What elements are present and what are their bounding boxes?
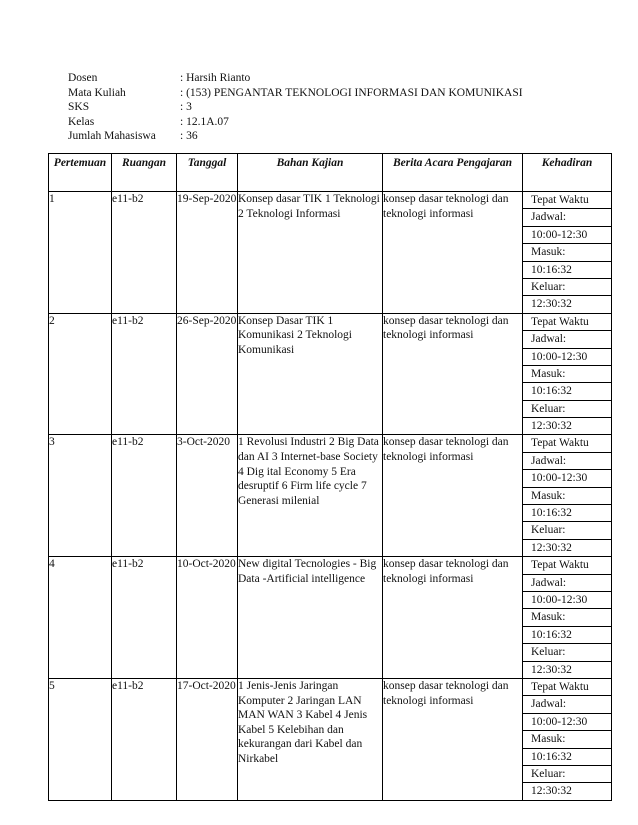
attendance-line: Keluar: (523, 279, 611, 296)
column-header: Tanggal (177, 154, 238, 192)
attendance-line: Masuk: (523, 366, 611, 383)
study-material-cell: New digital Tecnologies - Big Data -Artificial intelligence (238, 557, 383, 679)
attendance-line: 10:00-12:30 (523, 227, 611, 244)
attendance-line: 10:00-12:30 (523, 714, 611, 731)
table-header-row (49, 154, 612, 192)
info-row-kelas (68, 115, 523, 130)
study-material-cell: Konsep Dasar TIK 1 Komunikasi 2 Teknologi Komunikasi (238, 313, 383, 435)
attendance-line: Keluar: (523, 522, 611, 539)
attendance-cell (523, 557, 612, 679)
attendance-cell (523, 192, 612, 314)
info-row-sks (68, 100, 523, 115)
date-cell: 19-Sep-2020 (177, 192, 238, 314)
meeting-number-cell: 1 (49, 192, 112, 314)
attendance-line: Masuk: (523, 244, 611, 261)
info-label: SKS (68, 101, 90, 114)
date-cell: 17-Oct-2020 (177, 678, 238, 800)
room-cell: e11-b2 (112, 678, 177, 800)
attendance-line: Masuk: (523, 731, 611, 748)
teaching-report-cell: konsep dasar teknologi dan teknologi informasi (383, 192, 523, 314)
meeting-number-cell: 4 (49, 557, 112, 679)
attendance-line: Jadwal: (523, 453, 611, 470)
attendance-line: 10:16:32 (523, 262, 611, 279)
meeting-number-cell: 2 (49, 313, 112, 435)
table-row (49, 313, 612, 435)
info-label: Dosen (68, 72, 98, 84)
date-cell: 3-Oct-2020 (177, 435, 238, 557)
info-label: Kelas (68, 115, 95, 128)
attendance-cell (523, 313, 612, 435)
attendance-line: Keluar: (523, 401, 611, 418)
attendance-line: Tepat Waktu (523, 557, 611, 574)
table-row (49, 192, 612, 314)
attendance-line: Tepat Waktu (523, 314, 611, 331)
column-header: Kehadiran (523, 154, 612, 192)
attendance-line: Jadwal: (523, 575, 611, 592)
column-header: Ruangan (112, 154, 177, 192)
date-cell: 26-Sep-2020 (177, 313, 238, 435)
info-value: : 36 (180, 130, 198, 143)
attendance-line: 10:16:32 (523, 505, 611, 522)
attendance-line: Jadwal: (523, 331, 611, 348)
info-row-dosen (68, 71, 523, 86)
attendance-line: Tepat Waktu (523, 192, 611, 209)
teaching-report-cell: konsep dasar teknologi dan teknologi informasi (383, 557, 523, 679)
attendance-line: 10:00-12:30 (523, 349, 611, 366)
meeting-number-cell: 5 (49, 678, 112, 800)
attendance-line: Jadwal: (523, 696, 611, 713)
date-cell: 10-Oct-2020 (177, 557, 238, 679)
study-material-cell: Konsep dasar TIK 1 Teknologi 2 Teknologi Informasi (238, 192, 383, 314)
info-row-jumlah-mahasiswa (68, 129, 523, 144)
info-label: Jumlah Mahasiswa (68, 130, 156, 143)
attendance-cell (523, 435, 612, 557)
room-cell: e11-b2 (112, 557, 177, 679)
attendance-line: Keluar: (523, 766, 611, 783)
room-cell: e11-b2 (112, 313, 177, 435)
table-row (49, 435, 612, 557)
attendance-line: 10:16:32 (523, 627, 611, 644)
study-material-cell: 1 Revolusi Industri 2 Big Data dan AI 3 Internet-base Society 4 Dig ital Economy 5 Era desruptif 6 Firm life cycle 7 Generasi milenial (238, 435, 383, 557)
attendance-line: 10:00-12:30 (523, 592, 611, 609)
teaching-report-cell: konsep dasar teknologi dan teknologi informasi (383, 678, 523, 800)
teaching-report-cell: konsep dasar teknologi dan teknologi informasi (383, 313, 523, 435)
column-header: Pertemuan (49, 154, 112, 192)
study-material-cell: 1 Jenis-Jenis Jaringan Komputer 2 Jaringan LAN MAN WAN 3 Kabel 4 Jenis Kabel 5 Kelebihan dan kekurangan dari Kabel dan Nirkabel (238, 678, 383, 800)
course-info (68, 71, 523, 144)
table-row (49, 678, 612, 800)
attendance-line: 12:30:32 (531, 541, 572, 554)
info-row-mata-kuliah (68, 86, 523, 101)
attendance-line: Tepat Waktu (523, 679, 611, 696)
attendance-line: 12:30:32 (531, 663, 572, 676)
attendance-line: 12:30:32 (531, 298, 572, 311)
attendance-line: Jadwal: (523, 209, 611, 226)
column-header: Berita Acara Pengajaran (383, 154, 523, 192)
info-label: Mata Kuliah (68, 86, 126, 99)
attendance-line: 10:00-12:30 (523, 470, 611, 487)
room-cell: e11-b2 (112, 435, 177, 557)
meeting-number-cell: 3 (49, 435, 112, 557)
info-value: : Harsih Rianto (180, 72, 251, 84)
info-value: : 12.1A.07 (180, 115, 229, 128)
info-value: : (153) PENGANTAR TEKNOLOGI INFORMASI DAN KOMUNIKASI (180, 86, 523, 99)
attendance-line: 10:16:32 (523, 383, 611, 400)
attendance-line: 10:16:32 (523, 749, 611, 766)
room-cell: e11-b2 (112, 192, 177, 314)
teaching-report-cell: konsep dasar teknologi dan teknologi informasi (383, 435, 523, 557)
attendance-table (48, 153, 612, 801)
info-value: : 3 (180, 101, 192, 114)
attendance-line: 12:30:32 (531, 785, 572, 798)
attendance-line: 12:30:32 (531, 420, 572, 433)
attendance-line: Masuk: (523, 488, 611, 505)
attendance-line: Tepat Waktu (523, 435, 611, 452)
attendance-cell (523, 678, 612, 800)
attendance-line: Keluar: (523, 644, 611, 661)
attendance-line: Masuk: (523, 609, 611, 626)
column-header: Bahan Kajian (238, 154, 383, 192)
table-row (49, 557, 612, 679)
